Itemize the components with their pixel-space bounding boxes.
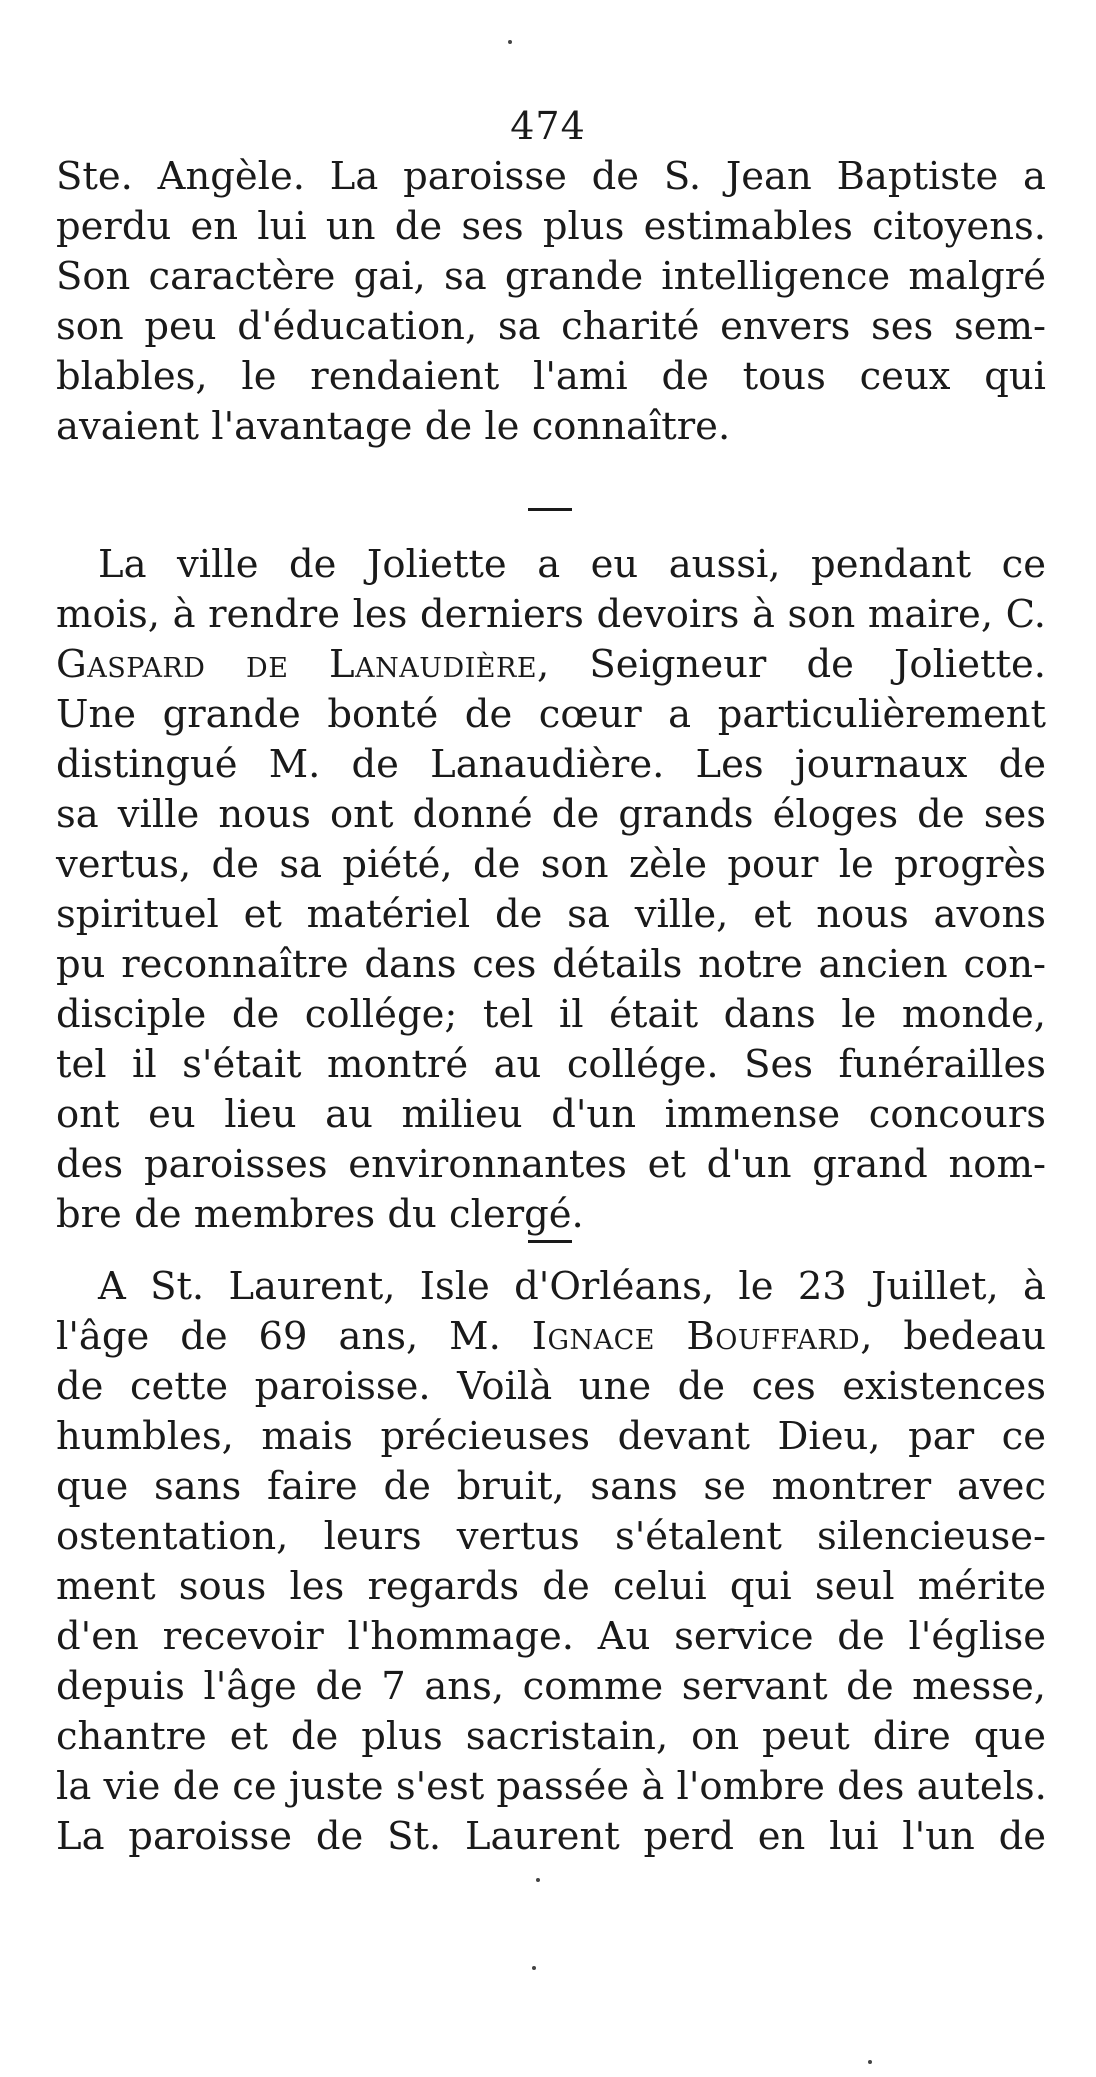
text-line: spirituel et matériel de sa ville, et nous avons: [56, 892, 1046, 937]
scan-speck: [868, 2060, 872, 2064]
text-line: que sans faire de bruit, sans se montrer avec: [56, 1464, 1046, 1509]
person-name: Gaspard de Lanaudière: [56, 642, 538, 687]
text-line: depuis l'âge de 7 ans, comme servant de messe,: [56, 1664, 1046, 1709]
text-line: [56, 640, 1046, 690]
text-line: Une grande bonté de cœur a particulièrement: [56, 692, 1046, 737]
text-line: Ste. Angèle. La paroisse de S. Jean Baptiste a: [56, 154, 1046, 199]
text-line: A St. Laurent, Isle d'Orléans, le 23 Juillet, à: [98, 1264, 1046, 1309]
text-line: ment sous les regards de celui qui seul mérite: [56, 1564, 1046, 1609]
name-suffix: , Seigneur de Joliette.: [537, 642, 1046, 687]
text-line: mois, à rendre les derniers devoirs à son maire, C.: [56, 592, 1046, 637]
scan-speck: [532, 1966, 536, 1970]
text-line: Son caractère gai, sa grande intelligence malgré: [56, 254, 1046, 299]
text-line: disciple de collége; tel il était dans le monde,: [56, 992, 1046, 1037]
text-line: ostentation, leurs vertus s'étalent silencieuse-: [56, 1514, 1046, 1559]
text-line: La paroisse de St. Laurent perd en lui l'un de: [56, 1814, 1046, 1859]
paragraph-ste-angele: [56, 152, 1046, 452]
paragraph-st-laurent: [56, 1262, 1046, 1862]
text-line: [56, 1312, 1046, 1362]
section-divider: [528, 508, 572, 511]
text-line: d'en recevoir l'hommage. Au service de l'église: [56, 1614, 1046, 1659]
text-line: ont eu lieu au milieu d'un immense concours: [56, 1092, 1046, 1137]
text-line: humbles, mais précieuses devant Dieu, par ce: [56, 1414, 1046, 1459]
text-line: la vie de ce juste s'est passée à l'ombre des autels.: [56, 1764, 1047, 1809]
text-line: avaient l'avantage de le connaître.: [56, 404, 731, 449]
text-line: La ville de Joliette a eu aussi, pendant ce: [98, 542, 1046, 587]
paragraph-text: [56, 540, 1046, 1240]
text-line: bre de membres du clergé.: [56, 1192, 584, 1237]
paragraph-text: [56, 1262, 1046, 1862]
text-line: perdu en lui un de ses plus estimables citoyens.: [56, 204, 1046, 249]
text-line: blables, le rendaient l'ami de tous ceux qui: [56, 354, 1046, 399]
scan-speck: [536, 1878, 540, 1882]
text-line: son peu d'éducation, sa charité envers ses sem-: [56, 304, 1046, 349]
text-line: chantre et de plus sacristain, on peut dire que: [56, 1714, 1046, 1759]
page-number: 474: [510, 104, 586, 148]
text-line: sa ville nous ont donné de grands éloges de ses: [56, 792, 1046, 837]
text-line: tel il s'était montré au collége. Ses funérailles: [56, 1042, 1046, 1087]
scan-speck: [508, 40, 512, 44]
section-divider: [528, 1240, 572, 1243]
text-line: des paroisses environnantes et d'un grand nom-: [56, 1142, 1046, 1187]
paragraph-text: [56, 152, 1046, 452]
text-line: de cette paroisse. Voilà une de ces existences: [56, 1364, 1046, 1409]
text-line: distingué M. de Lanaudière. Les journaux de: [56, 742, 1046, 787]
name-prefix: l'âge de 69 ans, M.: [56, 1314, 532, 1359]
paragraph-joliette: [56, 540, 1046, 1240]
text-line: vertus, de sa piété, de son zèle pour le progrès: [56, 842, 1046, 887]
name-suffix: , bedeau: [860, 1314, 1046, 1359]
text-line: pu reconnaître dans ces détails notre ancien con-: [56, 942, 1046, 987]
person-name: Ignace Bouffard: [531, 1314, 861, 1359]
